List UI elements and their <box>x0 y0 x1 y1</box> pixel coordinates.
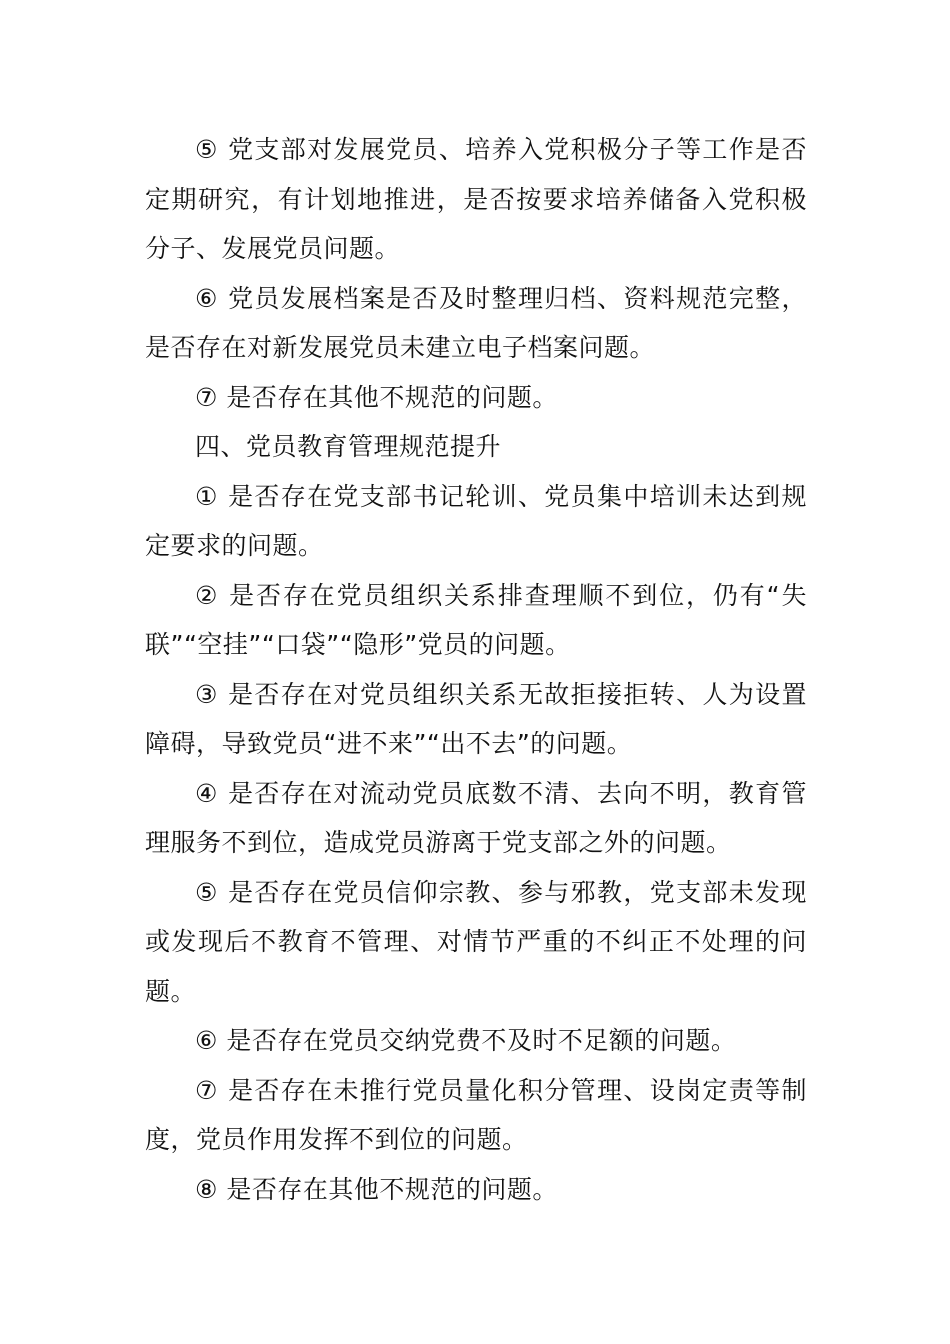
paragraph-item-2-relations-check: ② 是否存在党员组织关系排查理顺不到位，仍有“失联”“空挂”“口袋”“隐形”党员的问题。 <box>145 580 807 659</box>
paragraph-item-4-mobile-members: ④ 是否存在对流动党员底数不清、去向不明，教育管理服务不到位，造成党员游离于党支部之外的问题。 <box>145 778 807 857</box>
paragraph-item-5-archive-study: ⑤ 党支部对发展党员、培养入党积极分子等工作是否定期研究，有计划地推进，是否按要求培养储备入党积极分子、发展党员问题。 <box>145 135 807 263</box>
document-body <box>145 125 807 1214</box>
paragraph-item-3-transfer-refusal: ③ 是否存在对党员组织关系无故拒接拒转、人为设置障碍，导致党员“进不来”“出不去”的问题。 <box>145 679 807 758</box>
paragraph-item-7-other-issues: ⑦ 是否存在其他不规范的问题。 <box>195 382 558 412</box>
paragraph-item-6-archive-files: ⑥ 党员发展档案是否及时整理归档、资料规范完整，是否存在对新发展党员未建立电子档案问题。 <box>145 283 807 362</box>
paragraph-item-7-points-system: ⑦ 是否存在未推行党员量化积分管理、设岗定责等制度，党员作用发挥不到位的问题。 <box>145 1075 807 1154</box>
section-heading-education-management: 四、党员教育管理规范提升 <box>195 432 502 461</box>
paragraph-item-8-other-issues: ⑧ 是否存在其他不规范的问题。 <box>195 1174 558 1204</box>
paragraph-item-5-religion: ⑤ 是否存在党员信仰宗教、参与邪教，党支部未发现或发现后不教育不管理、对情节严重的不纠正不处理的问题。 <box>145 877 807 1006</box>
paragraph-item-6-dues: ⑥ 是否存在党员交纳党费不及时不足额的问题。 <box>195 1026 737 1055</box>
paragraph-item-1-training: ① 是否存在党支部书记轮训、党员集中培训未达到规定要求的问题。 <box>145 481 807 560</box>
